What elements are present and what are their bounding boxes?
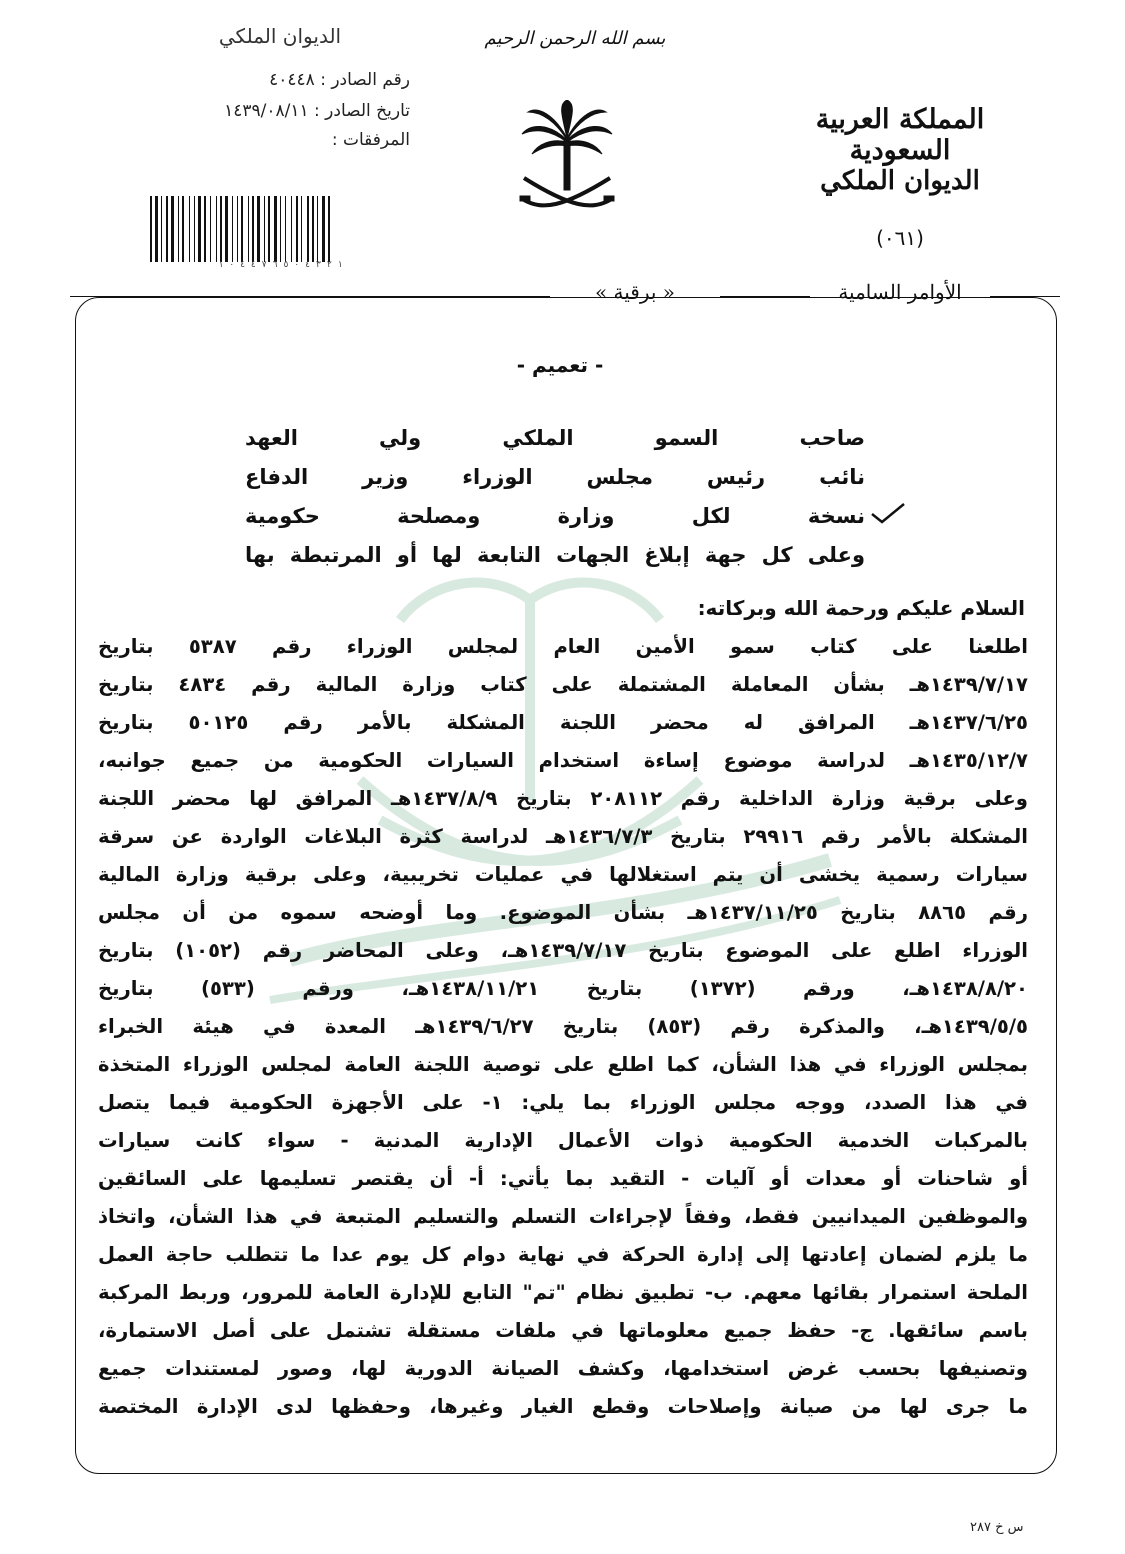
address-line: نسخة لكل وزارة ومصلحة حكومية xyxy=(245,504,865,528)
body-line: ١٤٣٧/٦/٢٥هـ المرافق له محضر اللجنة المشكلة بالأمر رقم ٥٠١٢٥ بتاريخ xyxy=(98,711,1028,734)
body-line: بالمركبات الخدمية الحكومية ذوات الأعمال الإدارية المدنية - سواء كانت سيارات xyxy=(98,1129,1028,1152)
body-line: رقم ٨٨٦٥ بتاريخ ١٤٣٧/١١/٢٥هـ بشأن الموضوع. وما أوضحه سموه من أن مجلس xyxy=(98,901,1028,924)
attachments-label: المرفقات : xyxy=(331,130,410,150)
check-mark-icon xyxy=(868,500,908,526)
address-line: نائب رئيس مجلس الوزراء وزير الدفاع xyxy=(245,465,865,489)
body-line: ١٤٣٨/٨/٢٠هـ، ورقم (١٣٧٢) بتاريخ ١٤٣٨/١١/٢١هـ، ورقم (٥٣٣) بتاريخ xyxy=(98,977,1028,1000)
address-line: صاحب السمو الملكي ولي العهد xyxy=(245,426,865,450)
body-line: باسم سائقها. ج- حفظ جميع معلوماتها في ملفات مستقلة تشتمل على أصل الاستمارة، xyxy=(98,1319,1028,1342)
body-line: في هذا الصدد، ووجه مجلس الوزراء بما يلي: ١- على الأجهزة الحكومية فيما يتصل xyxy=(98,1091,1029,1114)
body-line: اطلعنا على كتاب سمو الأمين العام لمجلس الوزراء رقم ٥٣٨٧ بتاريخ xyxy=(98,635,1028,658)
department-code: (٠٦١) xyxy=(876,226,924,250)
basmala: بسم الله الرحمن الرحيم xyxy=(484,28,666,49)
body-line: أو شاحنات أو معدات أو آليات - التقيد بما يأتي: أ- أن يقتصر تسليمها على السائقين xyxy=(98,1167,1028,1190)
body-line: ما يلزم لضمان إعادتها إلى إدارة الحركة في نهاية دوام كل يوم عدا ما تتطلب حاجة العمل xyxy=(98,1243,1028,1266)
body-line: ١٤٣٩/٧/١٧هـ بشأن المعاملة المشتملة على كتاب وزارة المالية رقم ٤٨٣٤ بتاريخ xyxy=(98,673,1028,696)
body-line: الوزراء اطلع على الموضوع بتاريخ ١٤٣٩/٧/١٧هـ، وعلى المحاضر رقم (١٠٥٢) بتاريخ xyxy=(98,939,1028,962)
body-line: ١٤٣٥/١٢/٧هـ لدراسة موضوع إساءة استخدام السيارات الحكومية من جميع جوانبه، xyxy=(98,749,1028,772)
address-line: وعلى كل جهة إبلاغ الجهات التابعة لها أو المرتبطة بها xyxy=(245,543,865,567)
body-line: بمجلس الوزراء في هذا الشأن، كما اطلع على توصية اللجنة العامة لمجلس الوزراء المتخذة xyxy=(98,1053,1028,1076)
barcode-icon xyxy=(148,196,413,262)
form-code: س خ ٢٨٧ xyxy=(970,1520,1024,1535)
document-title: - تعميم - xyxy=(516,353,604,377)
telegram-label: « برقية » xyxy=(594,280,676,304)
outgoing-number: رقم الصادر : ٤٠٤٤٨ xyxy=(269,70,410,90)
saudi-emblem-icon xyxy=(518,100,616,216)
royal-court-stamp-label: الديوان الملكي xyxy=(218,24,342,48)
royal-orders-label: الأوامر السامية xyxy=(838,280,962,304)
country-name: المملكة العربية السعودية xyxy=(815,104,985,166)
body-line: وتصنيفها بحسب غرض استخدامها، وكشف الصيانة الدورية لها، وصور لمستندات جميع xyxy=(98,1357,1028,1380)
royal-court-title: الديوان الملكي xyxy=(820,166,980,196)
body-line: والموظفين الميدانيين فقط، وفقاً لإجراءات التسلم والتسليم المتبعة في هذا الشأن، واتخاذ xyxy=(98,1205,1028,1228)
body-line: ما جرى لها من صيانة وإصلاحات وقطع الغيار وغيرها، وحفظها لدى الإدارة المختصة xyxy=(98,1395,1028,1418)
outgoing-date: تاريخ الصادر : ١٤٣٩/٠٨/١١ xyxy=(224,101,410,121)
body-line: وعلى برقية وزارة الداخلية رقم ٢٠٨١١٢ بتاريخ ١٤٣٧/٨/٩هـ المرافق لها محضر اللجنة xyxy=(98,787,1028,810)
body-line: المشكلة بالأمر رقم ٢٩٩١٦ بتاريخ ١٤٣٦/٧/٣هـ لدراسة كثرة البلاغات الواردة عن سرقة xyxy=(98,825,1028,848)
barcode-number: ١ ٢ ٣ ٤ ٠ ٥ ٦ ٧ ٤ ٤ ٠ ١ xyxy=(218,260,343,270)
body-line: سيارات رسمية يخشى أن يتم استغلالها في عمليات تخريبية، وعلى برقية وزارة المالية xyxy=(98,863,1028,886)
greeting: السلام عليكم ورحمة الله وبركاته: xyxy=(697,596,1025,620)
body-line: ١٤٣٩/٥/٥هـ، والمذكرة رقم (٨٥٣) بتاريخ ١٤٣٩/٦/٢٧هـ المعدة في هيئة الخبراء xyxy=(98,1015,1028,1038)
body-line: الملحة استمرار بقائها معهم. ب- تطبيق نظام "تم" التابع للإدارة العامة للمرور، وربط المركبة xyxy=(98,1281,1028,1304)
